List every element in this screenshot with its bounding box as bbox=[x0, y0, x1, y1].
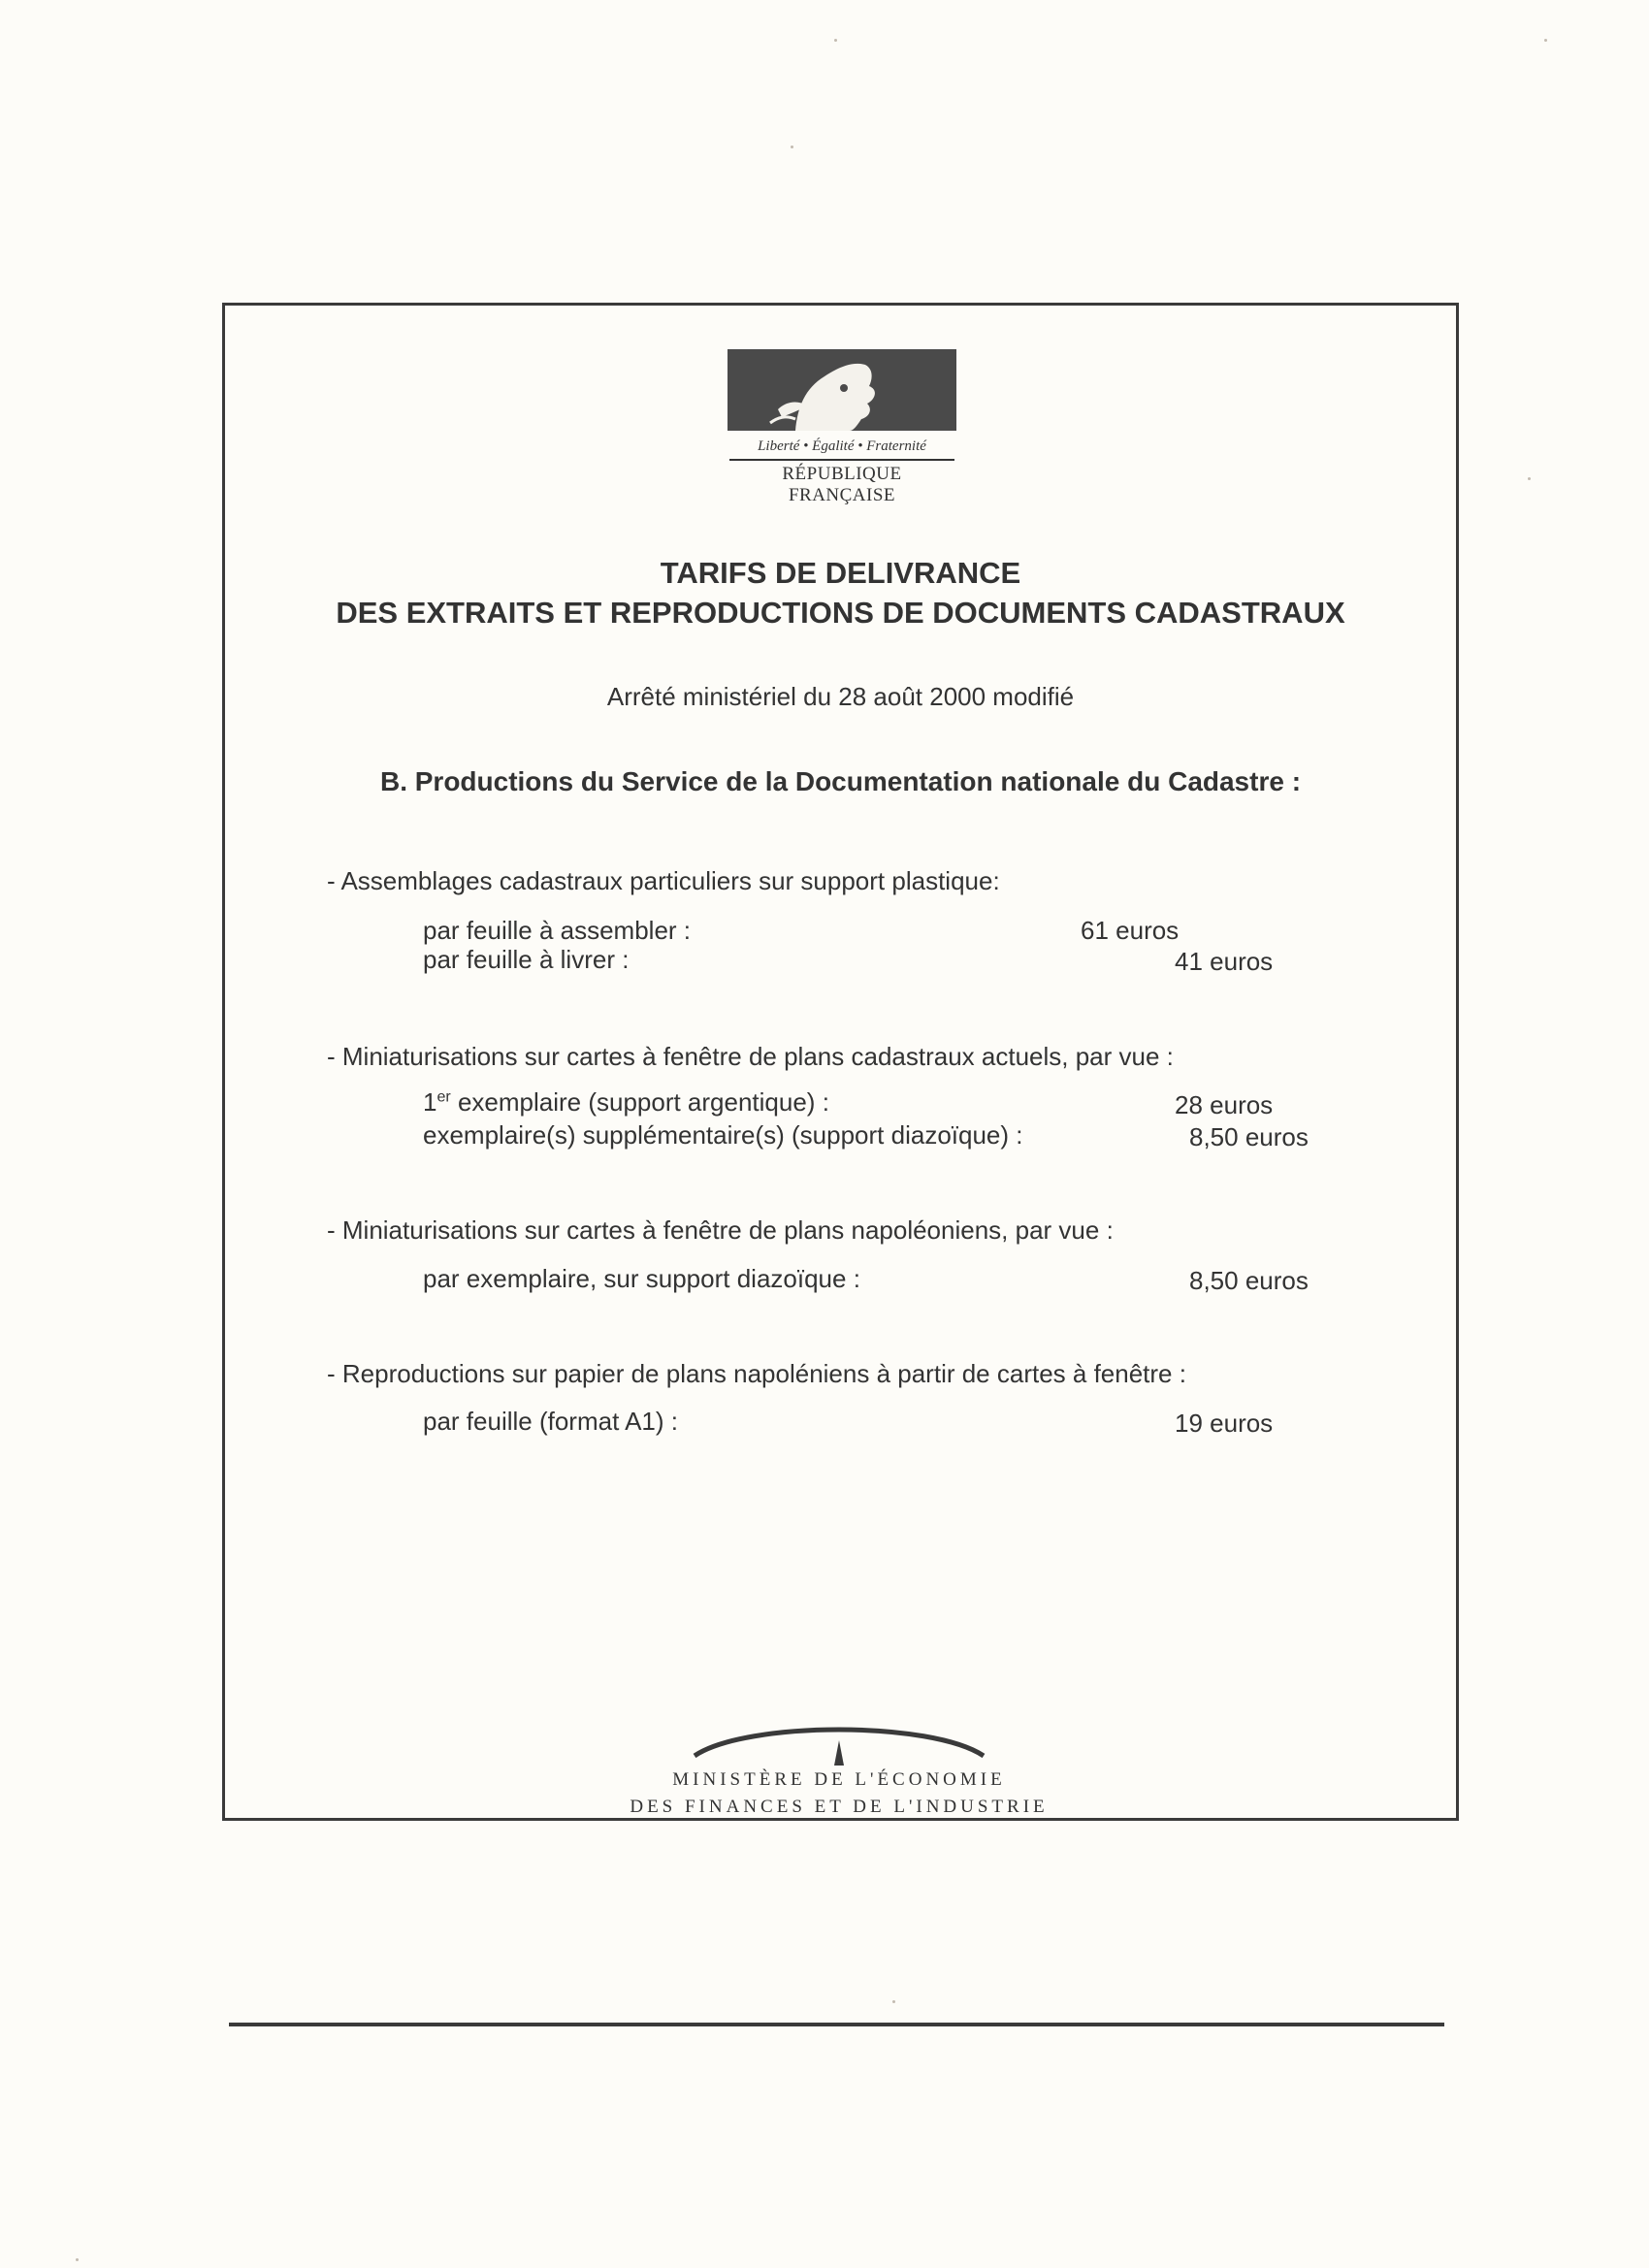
section-title: - Assemblages cadastraux particuliers sur support plastique: bbox=[327, 866, 1000, 895]
scan-speck bbox=[892, 2000, 895, 2003]
section-title: - Reproductions sur papier de plans napoléniens à partir de cartes à fenêtre : bbox=[327, 1359, 1186, 1388]
price-item-text: exemplaire (support argentique) : bbox=[457, 1087, 829, 1117]
title-line-2: DES EXTRAITS ET REPRODUCTIONS DE DOCUMENTS CADASTRAUX bbox=[336, 596, 1345, 630]
scan-speck bbox=[76, 2258, 79, 2261]
logo-republic: RÉPUBLIQUE FRANÇAISE bbox=[782, 464, 902, 505]
scan-speck bbox=[791, 146, 793, 148]
price-item-label bbox=[423, 1087, 829, 1118]
section-title: - Miniaturisations sur cartes à fenêtre de plans napoléoniens, par vue : bbox=[327, 1215, 1114, 1245]
price-item-label: par feuille à assembler : bbox=[423, 916, 692, 945]
section-heading: B. Productions du Service de la Documentation nationale du Cadastre : bbox=[379, 766, 1302, 796]
ministry-arc-icon bbox=[689, 1709, 989, 1767]
price-item-value: 8,50 euros bbox=[1189, 1122, 1309, 1151]
ordinal-number: 1 bbox=[423, 1087, 437, 1117]
title-line-1: TARIFS DE DELIVRANCE bbox=[660, 556, 1021, 590]
price-item-label: exemplaire(s) supplémentaire(s) (support diazoïque) : bbox=[423, 1120, 1023, 1150]
page-divider bbox=[229, 2023, 1444, 2026]
price-item-value: 28 euros bbox=[1175, 1090, 1274, 1119]
ministry-line-2: DES FINANCES ET DE L'INDUSTRIE bbox=[630, 1797, 1049, 1817]
scan-speck bbox=[1544, 39, 1547, 42]
marianne-emblem-icon bbox=[728, 349, 956, 431]
section-title: - Miniaturisations sur cartes à fenêtre de plans cadastraux actuels, par vue : bbox=[327, 1042, 1174, 1071]
logo-motto: Liberté • Égalité • Fraternité bbox=[758, 438, 926, 454]
price-item-value: 41 euros bbox=[1175, 947, 1274, 976]
ministry-line-1: MINISTÈRE DE L'ÉCONOMIE bbox=[672, 1769, 1006, 1790]
scan-speck bbox=[1528, 477, 1531, 480]
decree-subtitle: Arrêté ministériel du 28 août 2000 modifié bbox=[606, 682, 1075, 711]
price-item-value: 19 euros bbox=[1175, 1409, 1274, 1438]
price-item-value: 61 euros bbox=[1081, 916, 1180, 945]
price-item-label: par feuille (format A1) : bbox=[423, 1407, 678, 1436]
price-item-value: 8,50 euros bbox=[1189, 1266, 1309, 1295]
price-item-label: par exemplaire, sur support diazoïque : bbox=[423, 1264, 860, 1293]
scan-speck bbox=[834, 39, 837, 42]
republique-francaise-logo bbox=[728, 349, 956, 505]
logo-divider bbox=[729, 459, 954, 461]
ordinal-suffix: er bbox=[436, 1088, 451, 1106]
price-item-label: par feuille à livrer : bbox=[423, 945, 630, 974]
